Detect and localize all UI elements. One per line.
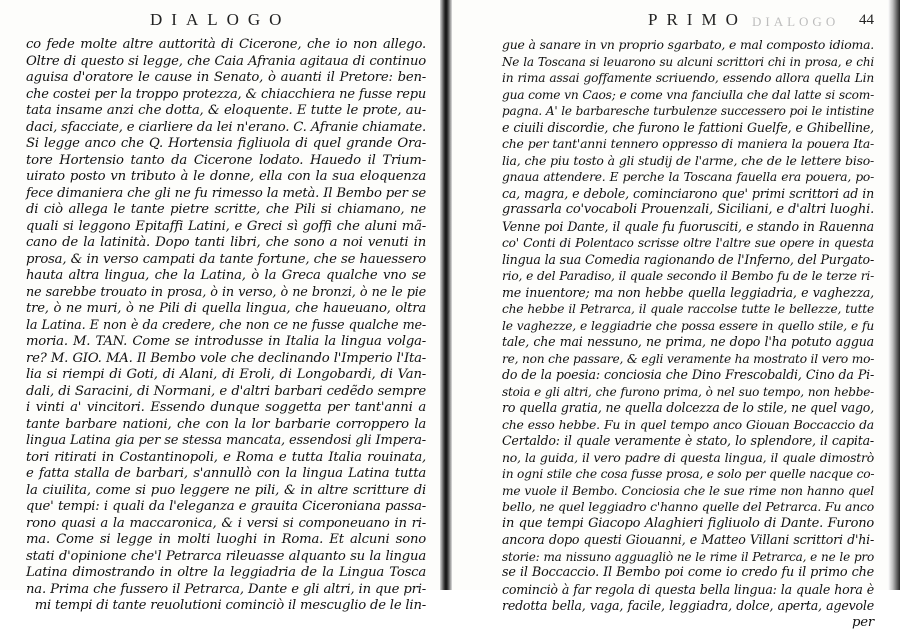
text-line: cominciò à far regola di questa bella lingua: la quale hora è bbox=[502, 582, 874, 599]
text-line: lingua Latina gia per se stessa mancata, essendosi gli Impera- bbox=[26, 433, 426, 450]
text-line: lingua la sua Comedia ragionando de l'Inferno, del Purgato- bbox=[502, 252, 874, 269]
text-line: gue à sanare in vn proprio sgarbato, e mal composto idioma. bbox=[502, 37, 874, 54]
text-line: mi tempi di tante reuolutioni cominciò il mescuglio de le lin- bbox=[26, 598, 426, 615]
text-line: i vinti a' vincitori. Essendo dunque soggetta per tant'anni a bbox=[26, 400, 426, 417]
text-line: la Latina. E non è da credere, che non ce ne fusse qualche me- bbox=[26, 318, 426, 335]
catchword: per bbox=[502, 615, 874, 631]
text-line: lia, che piu tosto à gli studij de l'arme, che de le lettere biso- bbox=[502, 153, 874, 170]
text-line: ro quella gratia, ne quella dolcezza de lo stile, ne quel vago, bbox=[502, 400, 874, 417]
text-line: che hebbe il Petrarca, il quale raccolse tutte le bellezze, tutte bbox=[502, 301, 874, 318]
page-edge bbox=[888, 0, 900, 590]
text-line: do de la poesia: conciosia che Dino Frescobaldi, Cino da Pi- bbox=[502, 367, 874, 384]
text-line: le vaghezze, e leggiadrie che possa essere in quello stile, e fu bbox=[502, 318, 874, 335]
text-line: tante barbare nationi, che con la lor barbarie corroppero la bbox=[26, 417, 426, 434]
running-head-right: PRIMO bbox=[648, 10, 747, 30]
right-page bbox=[452, 0, 900, 590]
text-line: fece dimaniera che gli ne fu rimesso la metà. Il Bembo per se bbox=[26, 186, 426, 203]
text-line: che costei per la troppo protezza, & chiacchiera ne fusse repu bbox=[26, 87, 426, 104]
left-text-block bbox=[26, 37, 426, 615]
text-line: hauta altra lingua, che la Latina, ò la Greca qualche vno se bbox=[26, 268, 426, 285]
text-line: Oltre di questo si legge, che Caia Afrania agitaua di continuo bbox=[26, 54, 426, 71]
text-line: tre, ò ne muri, ò ne Pili di quella lingua, che haueuano, oltra bbox=[26, 301, 426, 318]
text-line: tata insame anzi che dotta, & eloquente. E tutte le prote, au- bbox=[26, 103, 426, 120]
text-line: grassarla co'vocaboli Prouenzali, Siciliani, e d'altri luoghi. bbox=[502, 202, 874, 219]
text-line: che per tant'anni tennero oppresso di maniera la pouera Ita- bbox=[502, 136, 874, 153]
right-text-block bbox=[502, 37, 874, 631]
text-line: che esso hebbe. Fu in quel tempo anco Giouan Boccaccio da bbox=[502, 417, 874, 434]
text-line: in rima assai goffamente scriuendo, essendo allora quella Lin bbox=[502, 70, 874, 87]
text-line: rio, e del Paradiso, il quale secondo il Bembo fu de le terze ri- bbox=[502, 268, 874, 285]
text-line: re? M. GIO. MA. Il Bembo vole che declinando l'Imperio l'Ita- bbox=[26, 351, 426, 368]
text-line: me inuentore; ma non hebbe quella leggiadria, e vaghezza, bbox=[502, 285, 874, 302]
text-line: se il Boccaccio. Il Bembo poi come io credo fu il primo che bbox=[502, 565, 874, 582]
text-line: bello, ne quel leggiadro c'hanno quelle del Petrarca. Fu anco bbox=[502, 499, 874, 516]
text-line: ancora dopo questi Giouanni, e Matteo Villani scrittori d'hi- bbox=[502, 532, 874, 549]
text-line: cano de la latinità. Dopo tanti libri, che sono a noi venuti in bbox=[26, 235, 426, 252]
text-line: co' Conti di Polentaco scrisse oltre l'altre sue opere in questa bbox=[502, 235, 874, 252]
text-line: na. Prima che fussero il Petrarca, Dante e gli altri, in que pri- bbox=[26, 582, 426, 599]
text-line: in ogni stile che cosa fusse prosa, e solo per quelle nacque co- bbox=[502, 466, 874, 483]
text-line: Latina dimostrando in oltre la leggiadria de la Lingua Tosca bbox=[26, 565, 426, 582]
text-line: Venne poi Dante, il quale fu fuorusciti, e stando in Rauenna bbox=[502, 219, 874, 236]
text-line: quali si leggono Epitaffi Latini, e Greci sì goffi che aluni mã- bbox=[26, 219, 426, 236]
text-line: di ciò allega le tante pietre scritte, che Pili si chiamano, ne bbox=[26, 202, 426, 219]
text-line: daci, sfacciate, e ciarliere da lei n'erano. C. Afranie chiamate. bbox=[26, 120, 426, 137]
text-line: prosa, & in verso campati da tante fortune, che se hauessero bbox=[26, 252, 426, 269]
book-gutter bbox=[440, 0, 452, 590]
text-line: ne sarebbe trouato in prosa, ò in verso, ò ne bronzi, ò ne le pie bbox=[26, 285, 426, 302]
text-line: rono quasi a la maccaronica, & i versi si componeuano in ri- bbox=[26, 516, 426, 533]
text-line: tale, che mai nessuno, ne prima, ne dopo l'ha potuto aggua bbox=[502, 334, 874, 351]
text-line: que' tempi: i quali da l'eleganza e grauita Ciceroniana passa- bbox=[26, 499, 426, 516]
text-line: re, non che passare, & egli veramente ha mostrato il vero mo- bbox=[502, 351, 874, 368]
text-line: e fatta stalla de barbari, s'annullò con la lingua Latina tutta bbox=[26, 466, 426, 483]
text-line: Certaldo: il quale veramente è stato, lo splendore, il capita- bbox=[502, 433, 874, 450]
text-line: aguisa d'oratore le cause in Senato, ò auanti il Pretore: ben- bbox=[26, 70, 426, 87]
text-line: redotta bella, vaga, facile, leggiadra, dolce, aperta, agevole bbox=[502, 598, 874, 615]
text-line: Ne la Toscana si leuarono su alcuni scrittori chi in prosa, e chi bbox=[502, 54, 874, 71]
text-line: co fede molte altre auttorità di Cicerone, che io non allego. bbox=[26, 37, 426, 54]
text-line: gua come vn Caos; e come vna fanciulla che dal latte si scom- bbox=[502, 87, 874, 104]
text-line: ca, magra, e debole, cominciarono que' primi scrittori ad in bbox=[502, 186, 874, 203]
text-line: dali, di Saracini, di Normani, e d'altri barbari cedẽdo sempre bbox=[26, 384, 426, 401]
running-head-left: DIALOGO bbox=[150, 10, 290, 30]
text-line: ma. Come si legge in molti luoghi in Roma. Et alcuni sono bbox=[26, 532, 426, 549]
text-line: la ciuilita, come si puo leggere ne pili, & in altre scritture di bbox=[26, 483, 426, 500]
text-line: storie: ma nissuno agguagliò ne le rime il Petrarca, e ne le pro bbox=[502, 549, 874, 566]
text-line: no, la guida, il vero padre di questa lingua, il quale dimostrò bbox=[502, 450, 874, 467]
text-line: Si legge anco che Q. Hortensia figliuola di quel grande Ora- bbox=[26, 136, 426, 153]
text-line: lia si riempi di Goti, di Alani, di Eroli, di Longobardi, di Van- bbox=[26, 367, 426, 384]
text-line: stati d'opinione che'l Petrarca rileuasse alquanto su la lingua bbox=[26, 549, 426, 566]
left-page bbox=[0, 0, 440, 590]
text-line: in que tempi Giacopo Alaghieri figliuolo di Dante. Furono bbox=[502, 516, 874, 533]
text-line: gnaua attendere. E perche la Toscana fauella era pouera, po- bbox=[502, 169, 874, 186]
text-line: tori ritirati in Costantinopoli, e Roma e tutta Italia rouinata, bbox=[26, 450, 426, 467]
text-line: pagna. A' le barbaresche turbulenze successero poi le intistine bbox=[502, 103, 874, 120]
text-line: uirato posto vn tributo à le donne, ella con la sua eloquenza bbox=[26, 169, 426, 186]
text-line: me vuole il Bembo. Conciosia che le sue rime non hanno quel bbox=[502, 483, 874, 500]
page-number: 44 bbox=[859, 12, 874, 29]
text-line: tore Hortensio tanto da Cicerone lodato. Hauedo il Trium- bbox=[26, 153, 426, 170]
text-line: stoia e gli altri, che furono prima, ò nel suo tempo, non hebbe- bbox=[502, 384, 874, 401]
bleed-through-head: DIALOGO bbox=[752, 14, 839, 30]
text-line: moria. M. TAN. Come se introdusse in Italia la lingua volga- bbox=[26, 334, 426, 351]
text-line: e ciuili discordie, che furono le fattioni Guelfe, e Ghibelline, bbox=[502, 120, 874, 137]
